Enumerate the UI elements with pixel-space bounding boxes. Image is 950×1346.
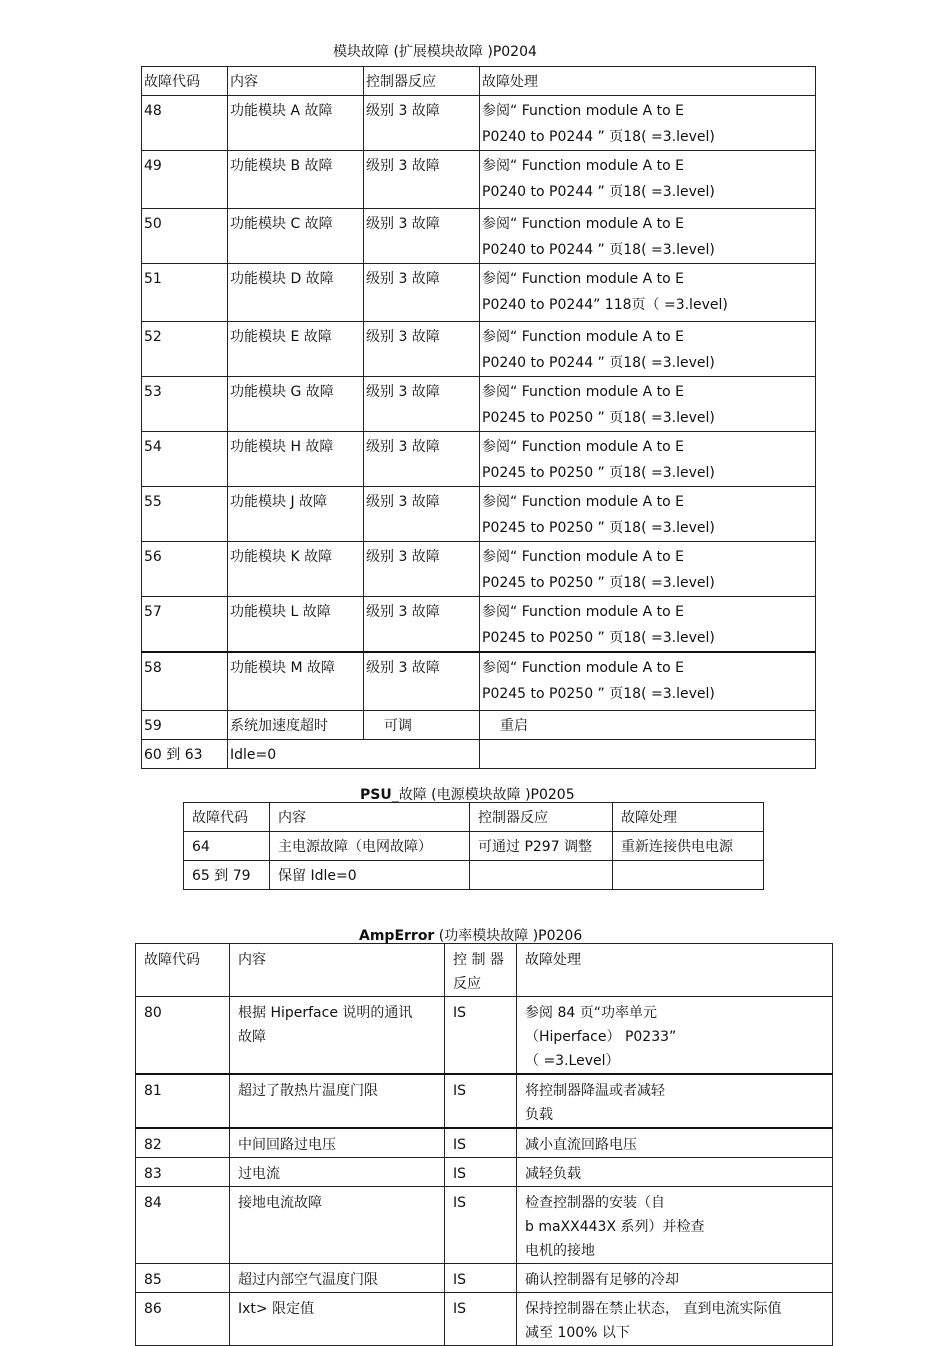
fault-handling	[480, 597, 816, 653]
controller-reaction: 级别 3 故障	[364, 96, 480, 151]
fault-code: 85	[136, 1264, 230, 1293]
table-row	[142, 542, 816, 597]
column-header: 故障代码	[136, 944, 230, 997]
handling-line: P0240 to P0244” 118页（ =3.level)	[482, 297, 728, 313]
fault-code: 53	[142, 377, 228, 432]
fault-code: 56	[142, 542, 228, 597]
fault-code: 84	[136, 1187, 230, 1264]
table-row	[142, 487, 816, 542]
column-header: 故障处理	[613, 803, 764, 832]
controller-reaction: IS	[445, 1128, 517, 1158]
handling-line: P0240 to P0244 ” 页18( =3.level)	[482, 129, 715, 145]
controller-reaction: 级别 3 故障	[364, 487, 480, 542]
fault-content: 保留 Idle=0	[270, 861, 470, 890]
column-header: 控制器反应	[364, 67, 480, 96]
fault-handling	[613, 861, 764, 890]
handling-line: 参阅“ Function module A to E	[482, 158, 684, 174]
fault-code: 49	[142, 151, 228, 209]
fault-content: 功能模块 B 故障	[228, 151, 364, 209]
table-row	[142, 322, 816, 377]
fault-code: 81	[136, 1074, 230, 1128]
controller-reaction: IS	[445, 1187, 517, 1264]
fault-content: 中间回路过电压	[230, 1128, 445, 1158]
fault-code: 82	[136, 1128, 230, 1158]
fault-content: 功能模块 H 故障	[228, 432, 364, 487]
column-header: 内容	[270, 803, 470, 832]
fault-content: 功能模块 L 故障	[228, 597, 364, 653]
table-row	[136, 997, 833, 1075]
controller-reaction: 可调	[364, 710, 480, 739]
section1-title: 模块故障 (扩展模块故障 )P0204	[333, 44, 537, 60]
fault-content: 功能模块 M 故障	[228, 652, 364, 710]
column-header: 故障代码	[142, 67, 228, 96]
table-row	[142, 432, 816, 487]
controller-reaction: IS	[445, 1158, 517, 1187]
table-row	[136, 1128, 833, 1158]
fault-content: 功能模块 D 故障	[228, 264, 364, 322]
handling-line: 参阅“ Function module A to E	[482, 103, 684, 119]
fault-handling	[480, 209, 816, 264]
controller-reaction: 级别 3 故障	[364, 151, 480, 209]
handling-line: P0240 to P0244 ” 页18( =3.level)	[482, 184, 715, 200]
table-row	[142, 377, 816, 432]
table-row	[184, 861, 764, 890]
table-row	[142, 597, 816, 653]
controller-reaction: IS	[445, 1264, 517, 1293]
fault-content: Ixt> 限定值	[230, 1293, 445, 1346]
handling-line: P0245 to P0250 ” 页18( =3.level)	[482, 575, 715, 591]
fault-code: 52	[142, 322, 228, 377]
fault-content: 功能模块 K 故障	[228, 542, 364, 597]
column-header: 故障处理	[517, 944, 833, 997]
controller-reaction	[470, 861, 613, 890]
section2-title-rest: _故障 (电源模块故障 )P0205	[391, 787, 575, 803]
fault-content: 接地电流故障	[230, 1187, 445, 1264]
handling-line: P0240 to P0244 ” 页18( =3.level)	[482, 355, 715, 371]
controller-reaction: 级别 3 故障	[364, 377, 480, 432]
controller-reaction: 级别 3 故障	[364, 322, 480, 377]
fault-code: 60 到 63	[142, 739, 228, 768]
fault-content: 主电源故障（电网故障）	[270, 832, 470, 861]
section3-title	[359, 925, 582, 945]
controller-reaction: 级别 3 故障	[364, 264, 480, 322]
fault-handling: 确认控制器有足够的冷却	[517, 1264, 833, 1293]
fault-content: 功能模块 J 故障	[228, 487, 364, 542]
fault-handling: 将控制器降温或者减轻 负载	[517, 1074, 833, 1128]
fault-handling: 参阅 84 页“功率单元 （Hiperface） P0233” （ =3.Level）	[517, 997, 833, 1075]
fault-content: 功能模块 E 故障	[228, 322, 364, 377]
fault-handling	[480, 739, 816, 768]
fault-handling	[480, 542, 816, 597]
table-row	[136, 1264, 833, 1293]
handling-line: 参阅“ Function module A to E	[482, 494, 684, 510]
fault-code: 64	[184, 832, 270, 861]
column-header: 控制器反应	[470, 803, 613, 832]
handling-line: 参阅“ Function module A to E	[482, 329, 684, 345]
fault-handling: 减轻负载	[517, 1158, 833, 1187]
column-header: 内容	[228, 67, 364, 96]
handling-line: P0245 to P0250 ” 页18( =3.level)	[482, 520, 715, 536]
handling-line: 参阅“ Function module A to E	[482, 439, 684, 455]
fault-handling	[480, 96, 816, 151]
section2-title-bold: PSU	[360, 787, 392, 803]
table-row	[136, 1187, 833, 1264]
fault-content: 功能模块 C 故障	[228, 209, 364, 264]
fault-handling	[480, 377, 816, 432]
fault-handling	[480, 151, 816, 209]
section3-title-rest: (功率模块故障 )P0206	[434, 928, 583, 944]
handling-line: 参阅“ Function module A to E	[482, 604, 684, 620]
handling-line: P0245 to P0250 ” 页18( =3.level)	[482, 686, 715, 702]
table-row	[142, 652, 816, 710]
table-row	[184, 832, 764, 861]
fault-code: 65 到 79	[184, 861, 270, 890]
table-row	[142, 739, 816, 768]
fault-code: 58	[142, 652, 228, 710]
fault-handling: 重新连接供电电源	[613, 832, 764, 861]
handling-line: 参阅“ Function module A to E	[482, 216, 684, 232]
fault-code: 59	[142, 710, 228, 739]
column-header: 故障处理	[480, 67, 816, 96]
fault-handling: 保持控制器在禁止状态， 直到电流实际值 减至 100% 以下	[517, 1293, 833, 1346]
handling-line: 参阅“ Function module A to E	[482, 271, 684, 287]
table-header-row	[142, 67, 816, 96]
table-header-row	[184, 803, 764, 832]
handling-line: P0240 to P0244 ” 页18( =3.level)	[482, 242, 715, 258]
fault-content: 功能模块 A 故障	[228, 96, 364, 151]
column-header: 内容	[230, 944, 445, 997]
fault-content: 超过内部空气温度门限	[230, 1264, 445, 1293]
handling-line: 参阅“ Function module A to E	[482, 384, 684, 400]
controller-reaction: 级别 3 故障	[364, 209, 480, 264]
table-row	[142, 151, 816, 209]
column-header: 控 制 器 反应	[445, 944, 517, 997]
table-header-row	[136, 944, 833, 997]
fault-content: 根据 Hiperface 说明的通讯 故障	[230, 997, 445, 1075]
fault-content: 功能模块 G 故障	[228, 377, 364, 432]
fault-content: 超过了散热片温度门限	[230, 1074, 445, 1128]
fault-handling	[480, 322, 816, 377]
fault-code: 86	[136, 1293, 230, 1346]
fault-content: Idle=0	[228, 739, 480, 768]
table-row	[136, 1293, 833, 1346]
table-row	[142, 264, 816, 322]
controller-reaction: 级别 3 故障	[364, 652, 480, 710]
module-fault-table	[141, 66, 816, 769]
table-row	[142, 710, 816, 739]
handling-line: P0245 to P0250 ” 页18( =3.level)	[482, 630, 715, 646]
psu-fault-table	[183, 802, 764, 890]
fault-code: 54	[142, 432, 228, 487]
fault-handling: 减小直流回路电压	[517, 1128, 833, 1158]
fault-handling	[480, 652, 816, 710]
controller-reaction: 可通过 P297 调整	[470, 832, 613, 861]
fault-code: 50	[142, 209, 228, 264]
fault-code: 48	[142, 96, 228, 151]
fault-handling	[480, 264, 816, 322]
fault-code: 51	[142, 264, 228, 322]
fault-code: 57	[142, 597, 228, 653]
fault-handling: 检查控制器的安装（自 b maXX443X 系列）并检查 电机的接地	[517, 1187, 833, 1264]
fault-code: 80	[136, 997, 230, 1075]
controller-reaction: IS	[445, 997, 517, 1075]
fault-handling	[480, 432, 816, 487]
fault-code: 55	[142, 487, 228, 542]
section2-title	[360, 784, 575, 804]
table-row	[142, 209, 816, 264]
fault-content: 过电流	[230, 1158, 445, 1187]
controller-reaction: 级别 3 故障	[364, 597, 480, 653]
fault-handling: 重启	[480, 710, 816, 739]
handling-line: P0245 to P0250 ” 页18( =3.level)	[482, 465, 715, 481]
fault-content: 系统加速度超时	[228, 710, 364, 739]
controller-reaction: IS	[445, 1074, 517, 1128]
handling-line: 参阅“ Function module A to E	[482, 660, 684, 676]
section3-title-bold: AmpError	[359, 928, 435, 944]
handling-line: 参阅“ Function module A to E	[482, 549, 684, 565]
fault-handling	[480, 487, 816, 542]
table-row	[136, 1074, 833, 1128]
table-row	[142, 96, 816, 151]
column-header: 故障代码	[184, 803, 270, 832]
amp-error-table	[135, 943, 833, 1346]
controller-reaction: IS	[445, 1293, 517, 1346]
controller-reaction: 级别 3 故障	[364, 542, 480, 597]
table-row	[136, 1158, 833, 1187]
fault-code: 83	[136, 1158, 230, 1187]
handling-line: P0245 to P0250 ” 页18( =3.level)	[482, 410, 715, 426]
controller-reaction: 级别 3 故障	[364, 432, 480, 487]
